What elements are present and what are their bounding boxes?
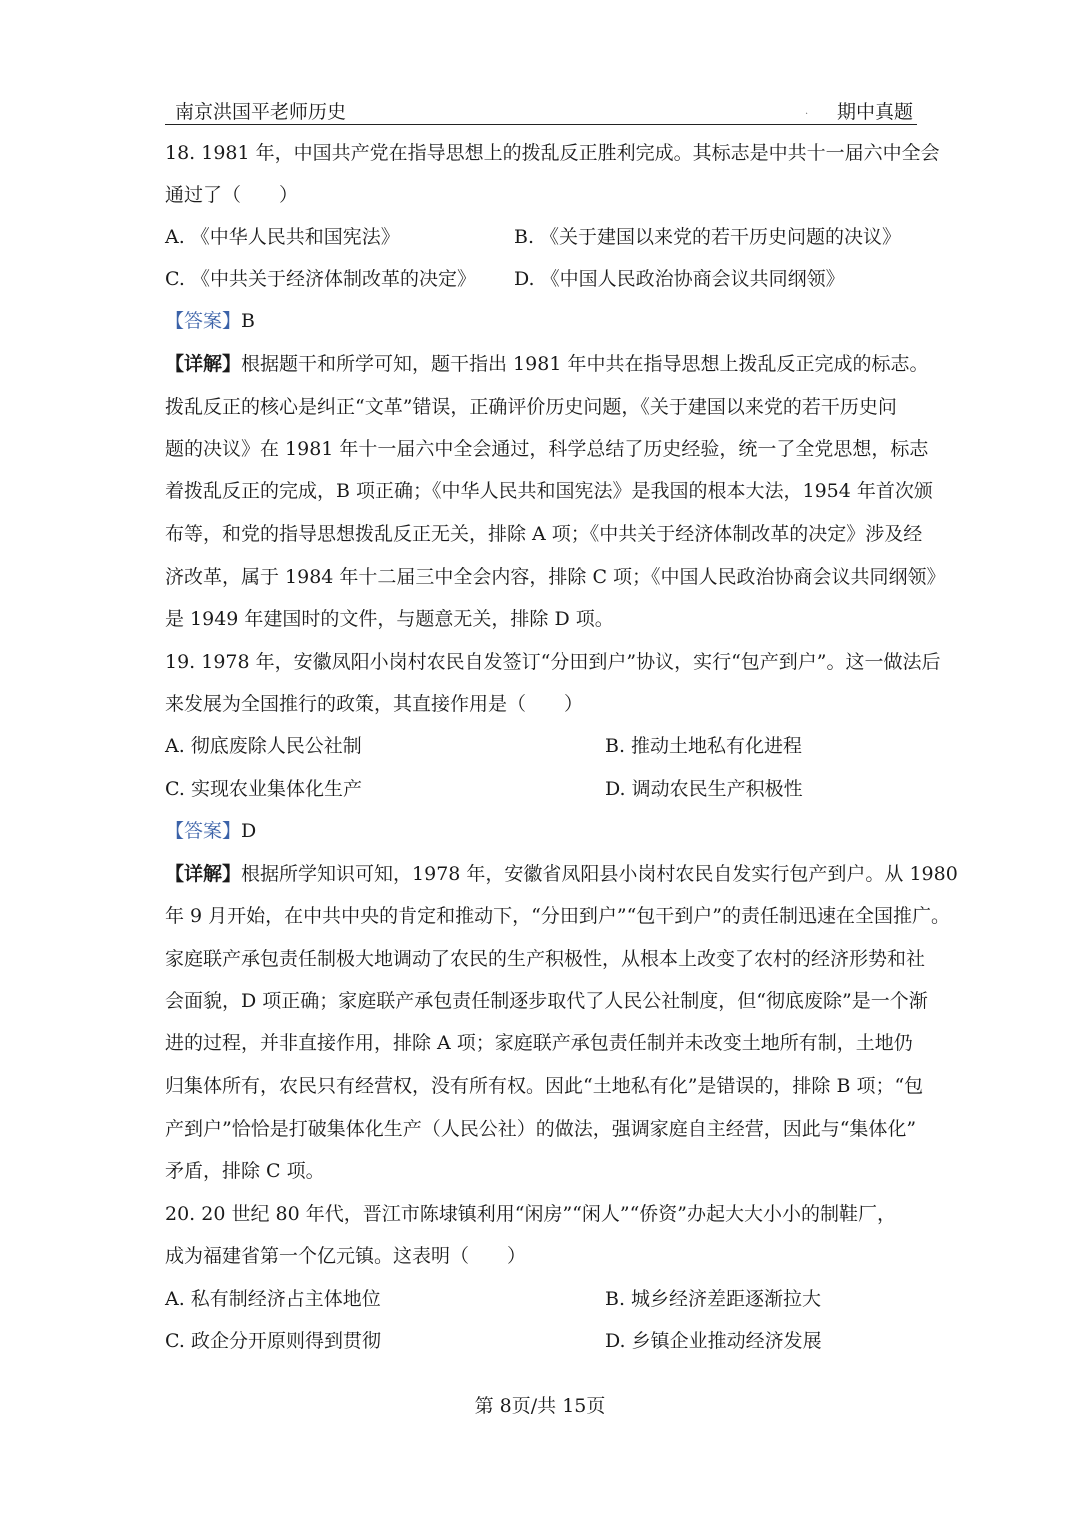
q19-analysis-line-8: 矛盾，排除 C 项。 bbox=[165, 1160, 325, 1182]
q19-analysis-line-2: 年 9 月开始，在中共中央的肯定和推动下，“分田到户”“包干到户”的责任制迅速在全国推广。 bbox=[165, 905, 951, 927]
q19-stem-line-1: 19. 1978 年，安徽凤阳小岗村农民自发签订“分田到户”协议，实行“包产到户”。这一做法后 bbox=[165, 651, 941, 673]
header-source: 南京洪国平老师历史 bbox=[175, 101, 347, 123]
q18-analysis-line-6: 济改革，属于 1984 年十二届三中全会内容，排除 C 项；《中国人民政治协商会议共同纲领》 bbox=[165, 566, 946, 588]
q18-option-d: D. 《中国人民政治协商会议共同纲领》 bbox=[514, 268, 845, 290]
q18-analysis-line-3: 题的决议》在 1981 年十一届六中全会通过，科学总结了历史经验，统一了全党思想，标志 bbox=[165, 438, 929, 460]
q19-answer bbox=[165, 818, 256, 844]
page-header bbox=[165, 100, 917, 125]
q19-analysis-line-1 bbox=[165, 861, 958, 887]
q18-answer bbox=[165, 308, 255, 334]
q20-option-a: A. 私有制经济占主体地位 bbox=[165, 1288, 381, 1310]
q19-analysis-line-3: 家庭联产承包责任制极大地调动了农民的生产积极性，从根本上改变了农村的经济形势和社 bbox=[165, 948, 926, 970]
q19-analysis-line-7: 产到户”恰恰是打破集体化生产（人民公社）的做法，强调家庭自主经营，因此与“集体化” bbox=[165, 1118, 917, 1140]
q18-analysis-line-5: 布等，和党的指导思想拨乱反正无关，排除 A 项；《中共关于经济体制改革的决定》涉及经 bbox=[165, 523, 923, 545]
q19-analysis-text-1: 根据所学知识可知，1978 年，安徽省凤阳县小岗村农民自发实行包产到户。从 1980 bbox=[241, 863, 958, 885]
q19-answer-value: D bbox=[241, 820, 257, 842]
q19-option-a: A. 彻底废除人民公社制 bbox=[165, 735, 362, 757]
q19-option-c: C. 实现农业集体化生产 bbox=[165, 778, 362, 800]
page-footer: 第 8页/共 15页 bbox=[474, 1395, 606, 1417]
q19-option-d: D. 调动农民生产积极性 bbox=[605, 778, 803, 800]
q19-analysis-tag: 【详解】 bbox=[165, 863, 242, 885]
header-dot: . bbox=[805, 106, 809, 117]
q18-analysis-line-2: 拨乱反正的核心是纠正“文革”错误，正确评价历史问题，《关于建国以来党的若干历史问 bbox=[165, 396, 897, 418]
q20-option-d: D. 乡镇企业推动经济发展 bbox=[605, 1330, 822, 1352]
q18-analysis-line-7: 是 1949 年建国时的文件，与题意无关，排除 D 项。 bbox=[165, 608, 614, 630]
q20-stem-line-2: 成为福建省第一个亿元镇。这表明（ ） bbox=[165, 1245, 527, 1267]
q19-stem-line-2: 来发展为全国推行的政策，其直接作用是（ ） bbox=[165, 693, 584, 715]
q18-analysis-line-1 bbox=[165, 351, 928, 377]
q20-option-c: C. 政企分开原则得到贯彻 bbox=[165, 1330, 381, 1352]
q18-analysis-text-1: 根据题干和所学可知，题干指出 1981 年中共在指导思想上拨乱反正完成的标志。 bbox=[241, 353, 929, 375]
q18-stem-line-1: 18. 1981 年，中国共产党在指导思想上的拨乱反正胜利完成。其标志是中共十一届六中全会 bbox=[165, 142, 940, 164]
q19-answer-tag: 【答案】 bbox=[165, 820, 242, 842]
q18-answer-value: B bbox=[241, 310, 255, 332]
q19-analysis-line-6: 归集体所有，农民只有经营权，没有所有权。因此“土地私有化”是错误的，排除 B 项；“包 bbox=[165, 1075, 924, 1097]
q20-stem-line-1: 20. 20 世纪 80 年代，晋江市陈埭镇利用“闲房”“闲人”“侨资”办起大大小小的制鞋厂， bbox=[165, 1203, 897, 1225]
q18-option-a: A. 《中华人民共和国宪法》 bbox=[165, 226, 400, 248]
q18-analysis-line-4: 着拨乱反正的完成，B 项正确；《中华人民共和国宪法》是我国的根本大法，1954 年首次颁 bbox=[165, 480, 933, 502]
q19-analysis-line-5: 进的过程，并非直接作用，排除 A 项；家庭联产承包责任制并未改变土地所有制，土地仍 bbox=[165, 1032, 913, 1054]
q19-analysis-line-4: 会面貌，D 项正确；家庭联产承包责任制逐步取代了人民公社制度，但“彻底废除”是一个渐 bbox=[165, 990, 928, 1012]
q18-answer-tag: 【答案】 bbox=[165, 310, 242, 332]
q18-option-b: B. 《关于建国以来党的若干历史问题的决议》 bbox=[514, 226, 902, 248]
q20-option-b: B. 城乡经济差距逐渐拉大 bbox=[605, 1288, 822, 1310]
q18-option-c: C. 《中共关于经济体制改革的决定》 bbox=[165, 268, 476, 290]
q18-stem-line-2: 通过了（ ） bbox=[165, 184, 299, 206]
q18-analysis-tag: 【详解】 bbox=[165, 353, 242, 375]
header-title: 期中真题 bbox=[836, 101, 913, 123]
q19-option-b: B. 推动土地私有化进程 bbox=[605, 735, 803, 757]
